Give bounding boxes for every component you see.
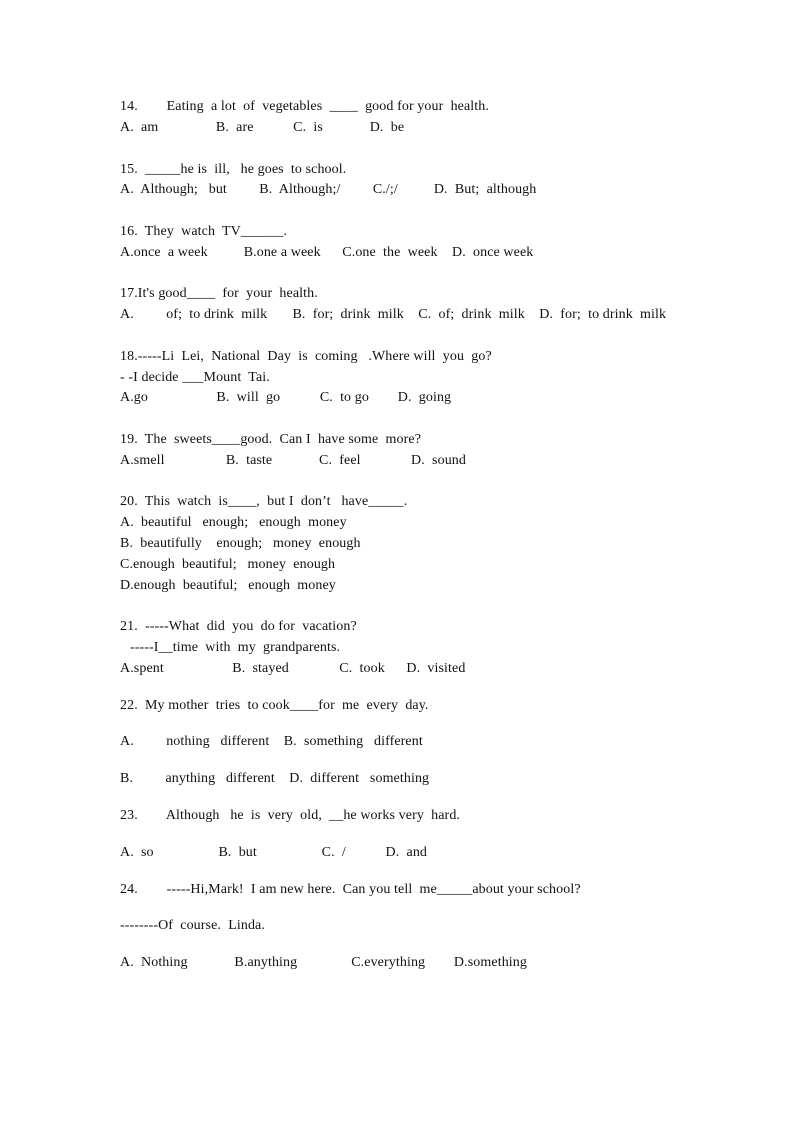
q24-stem: 24. -----Hi,Mark! I am new here. Can you tell me_____about your school?	[120, 882, 581, 897]
q21-options: A.spent B. stayed C. took D. visited	[120, 661, 466, 676]
q20-option-b: B. beautifully enough; money enough	[120, 536, 361, 551]
q18-stem: 18.-----Li Lei, National Day is coming .Where will you go?	[120, 349, 492, 364]
q17-options: A. of; to drink milk B. for; drink milk C. of; drink milk D. for; to drink milk	[120, 307, 667, 322]
q16-stem: 16. They watch TV______.	[120, 224, 288, 239]
q16-options: A.once a week B.one a week C.one the week D. once week	[120, 245, 534, 260]
q14-options: A. am B. are C. is D. be	[120, 120, 405, 135]
q20-option-a: A. beautiful enough; enough money	[120, 515, 347, 530]
q15-stem: 15. _____he is ill, he goes to school.	[120, 162, 347, 177]
q19-options: A.smell B. taste C. feel D. sound	[120, 453, 467, 468]
q24-response: --------Of course. Linda.	[120, 918, 265, 933]
q20-stem: 20. This watch is____, but I don’t have_____.	[120, 494, 408, 509]
q23-stem: 23. Although he is very old, __he works very hard.	[120, 808, 461, 823]
q22-option-line-2: B. anything different D. different something	[120, 771, 430, 786]
q22-stem: 22. My mother tries to cook____for me every day.	[120, 698, 429, 713]
q23-options: A. so B. but C. / D. and	[120, 845, 428, 860]
q15-options: A. Although; but B. Although;/ C./;/ D. But; although	[120, 182, 537, 197]
q20-option-c: C.enough beautiful; money enough	[120, 557, 336, 572]
q22-option-line-1: A. nothing different B. something different	[120, 734, 423, 749]
q17-stem: 17.It's good____ for your health.	[120, 286, 318, 301]
q21-response: -----I__time with my grandparents.	[130, 640, 341, 655]
q24-options: A. Nothing B.anything C.everything D.something	[120, 955, 527, 970]
q18-response: - -I decide ___Mount Tai.	[120, 370, 270, 385]
q14-stem: 14. Eating a lot of vegetables ____ good for your health.	[120, 99, 489, 114]
q18-options: A.go B. will go C. to go D. going	[120, 390, 452, 405]
q21-stem: 21. -----What did you do for vacation?	[120, 619, 357, 634]
q19-stem: 19. The sweets____good. Can I have some more?	[120, 432, 422, 447]
q20-option-d: D.enough beautiful; enough money	[120, 578, 336, 593]
